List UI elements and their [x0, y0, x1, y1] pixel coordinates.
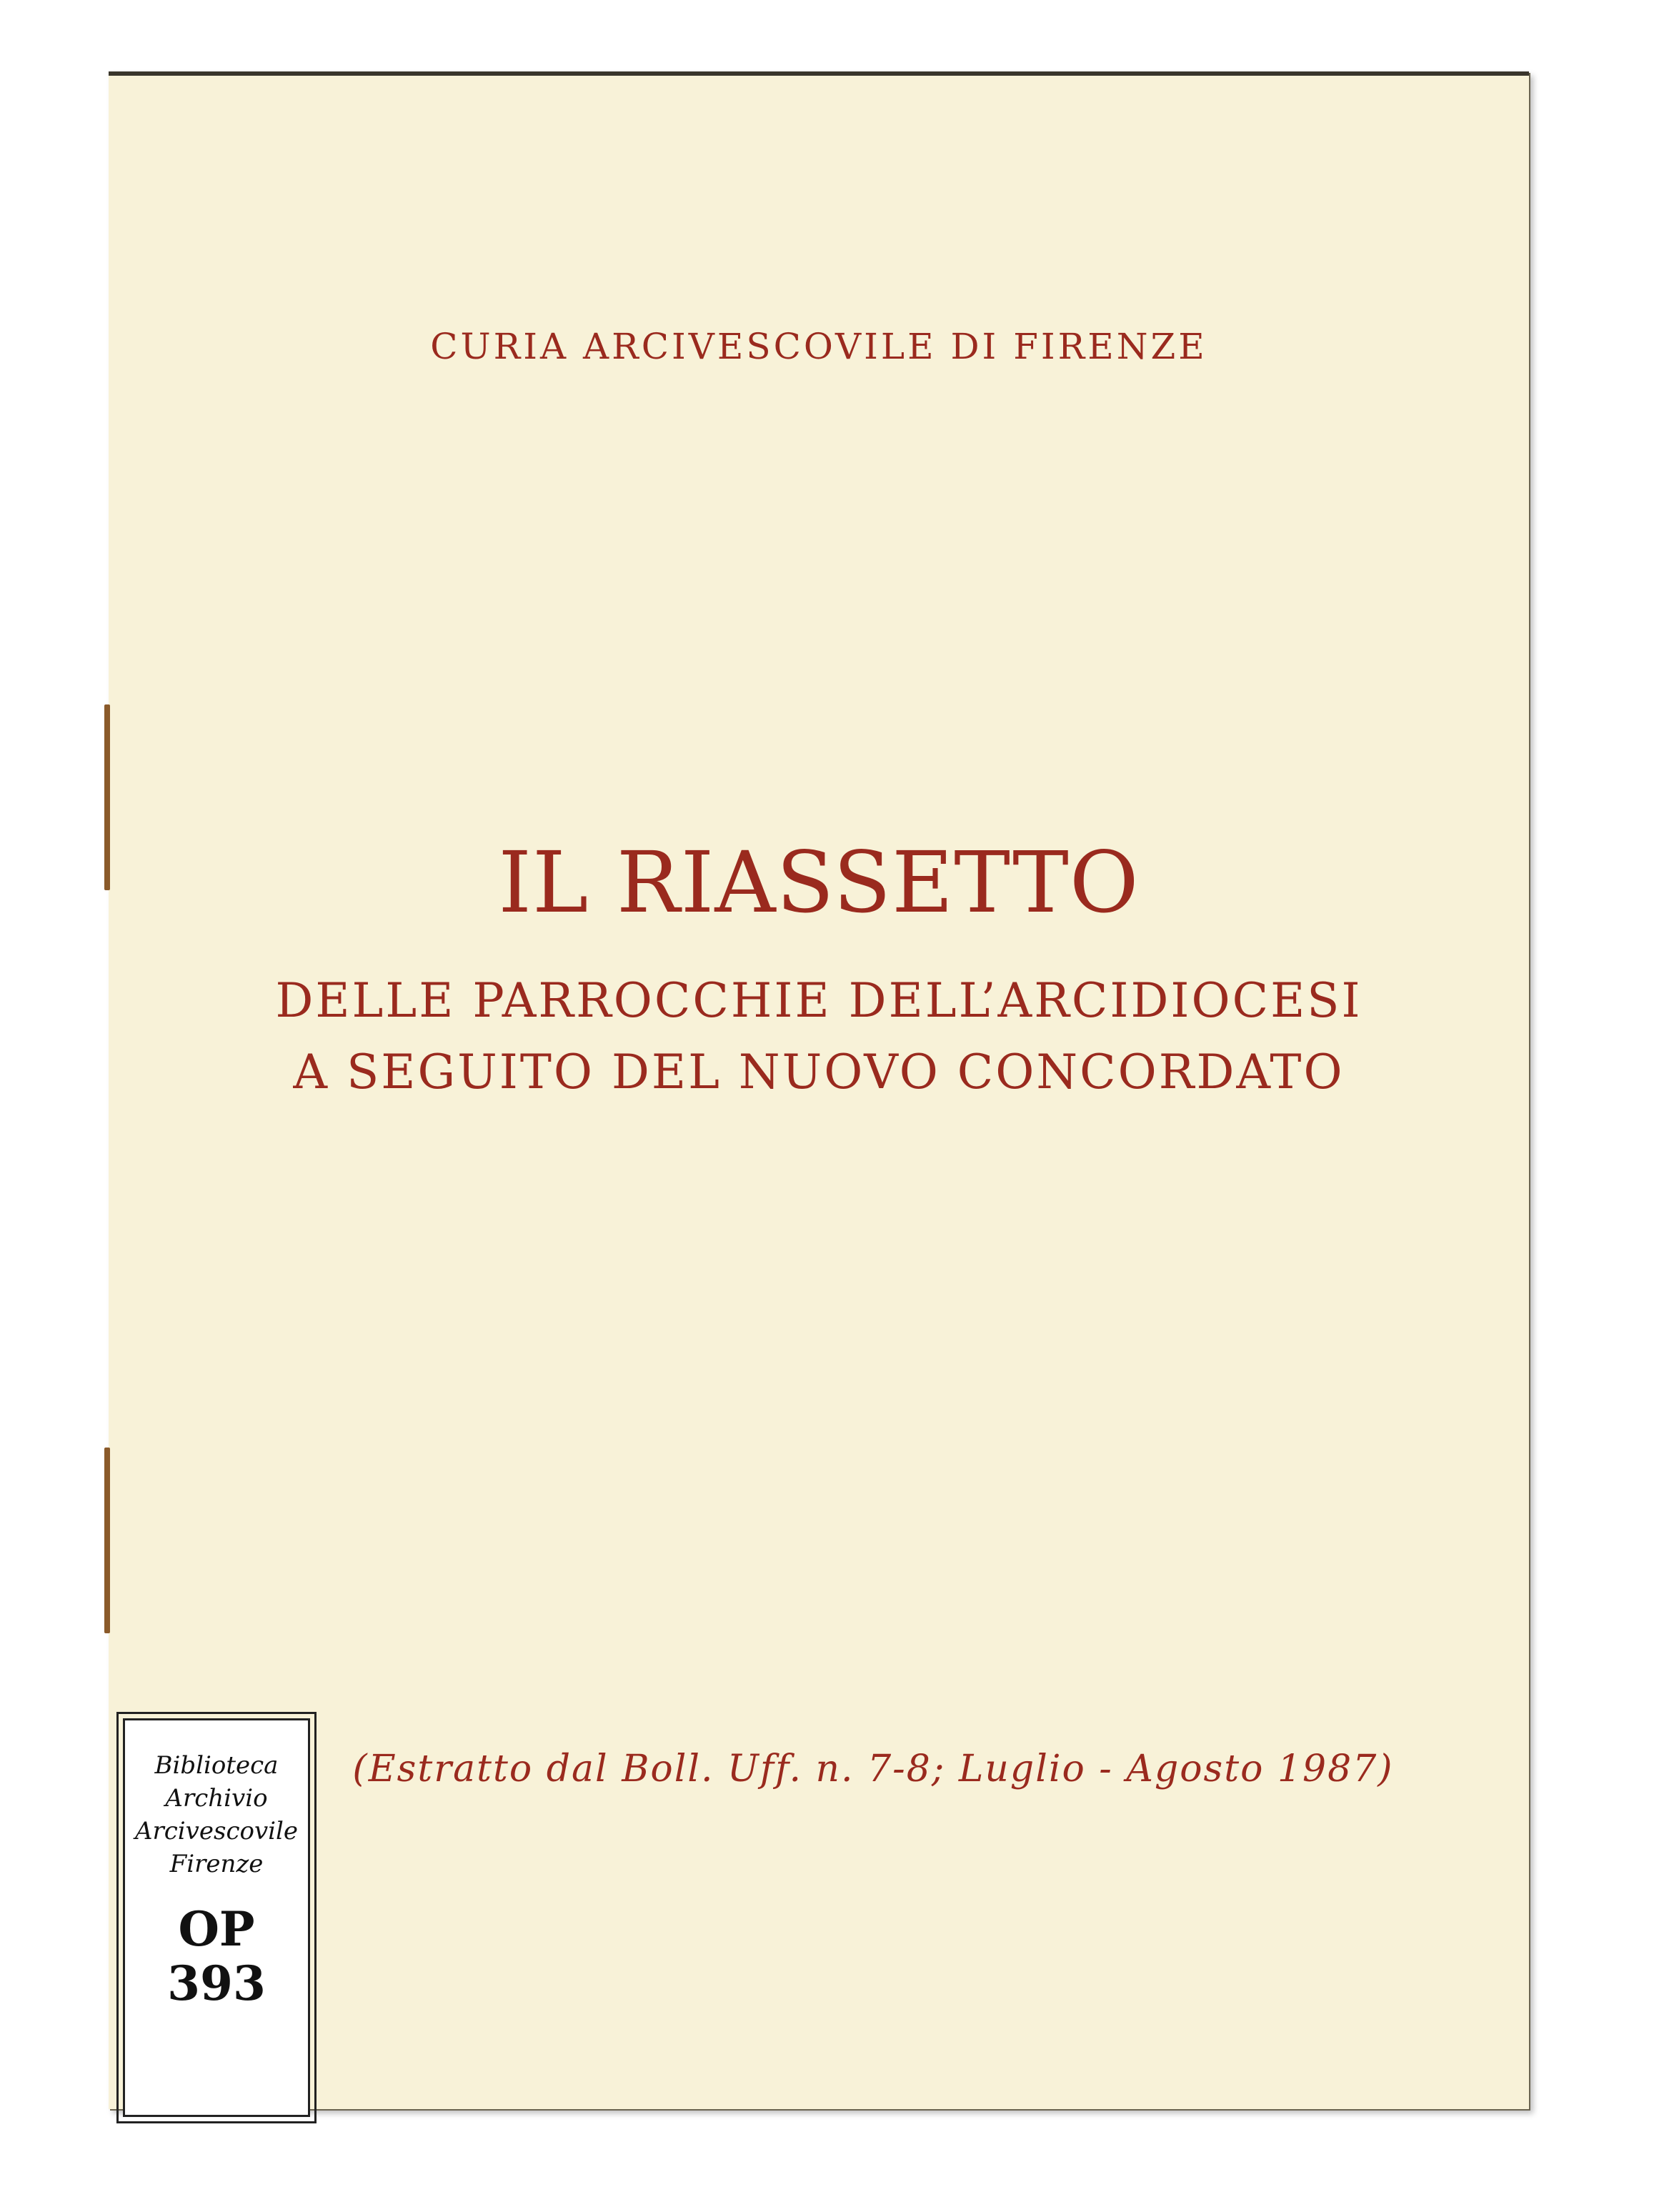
extract-note: (Estratto dal Boll. Uff. n. 7-8; Luglio - Agosto 1987): [352, 1748, 1394, 1790]
publisher-heading: CURIA ARCIVESCOVILE DI FIRENZE: [430, 326, 1207, 367]
staple-bottom: [104, 1448, 110, 1633]
library-shelf-label: [123, 1718, 310, 2117]
cover-subtitle-line1: DELLE PARROCCHIE DELL’ARCIDIOCESI: [275, 973, 1362, 1028]
cover-subtitle-line2: A SEGUITO DEL NUOVO CONCORDATO: [293, 1045, 1345, 1100]
cover-title: IL RIASSETTO: [498, 833, 1140, 932]
shelf-code-number: 393: [167, 1956, 266, 2011]
label-line-2: Archivio: [165, 1784, 268, 1813]
label-line-3: Arcivescovile: [134, 1817, 299, 1845]
shelf-code-prefix: OP: [178, 1901, 255, 1957]
label-line-1: Biblioteca: [154, 1751, 279, 1780]
booklet-cover: [109, 71, 1529, 2109]
label-line-4: Firenze: [169, 1850, 264, 1878]
